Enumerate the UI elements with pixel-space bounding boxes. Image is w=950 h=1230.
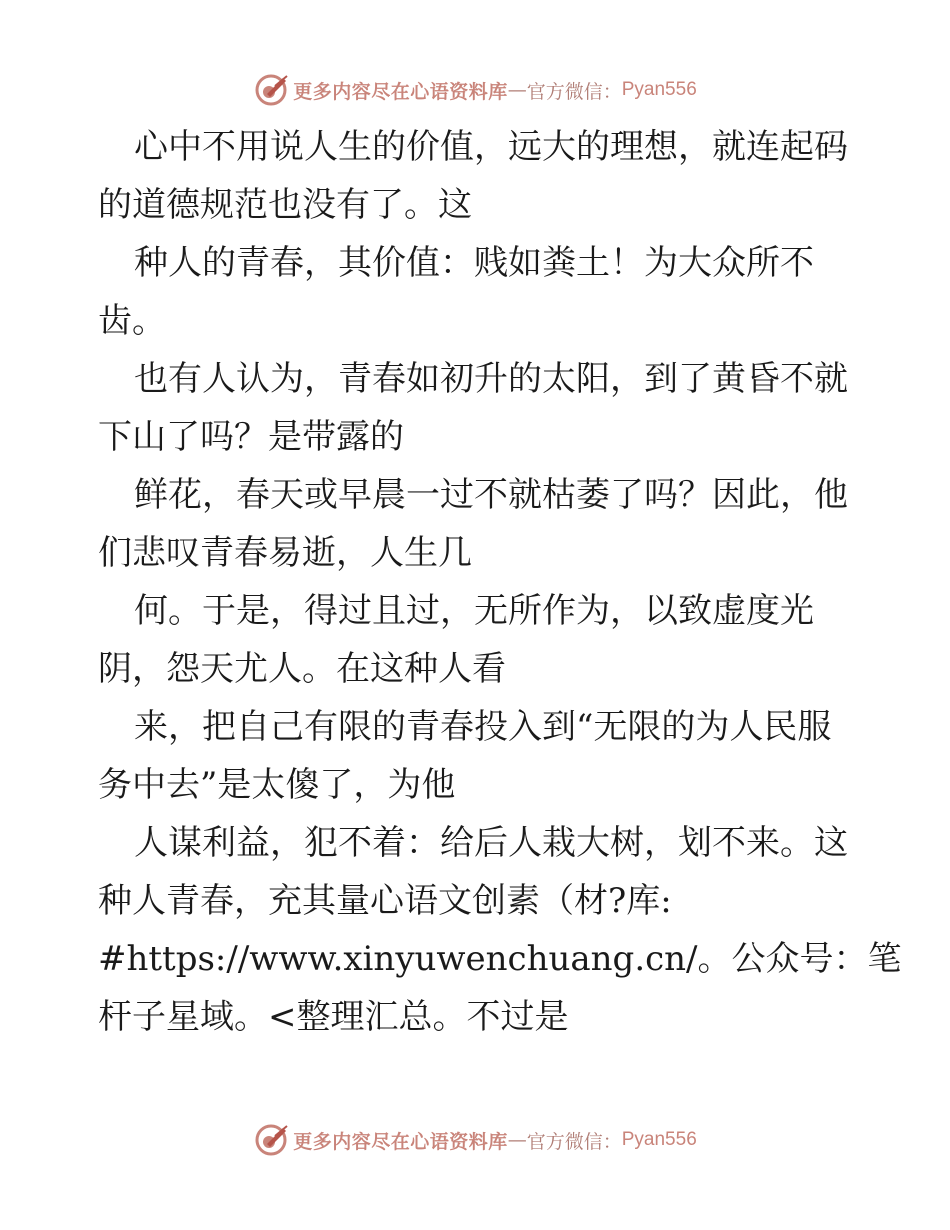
watermark-text: 更多内容尽在心语资料库 <box>293 80 508 103</box>
watermark-wechat-label: 官方微信： <box>526 80 622 103</box>
text-line: 鲜花，春天或早晨一过不就枯萎了吗？因此，他 <box>134 475 848 515</box>
text-line: 人谋利益，犯不着：给后人栽大树，划不来。这 <box>134 823 848 863</box>
watermark-text: 更多内容尽在心语资料库 <box>293 1130 508 1153</box>
text-line: 阴，怨天尤人。在这种人看 <box>98 649 506 689</box>
watermark-wechat-id: Pyan556 <box>621 79 697 100</box>
pen-logo-icon <box>253 1122 289 1158</box>
pen-logo-icon <box>253 72 289 108</box>
footer-watermark <box>0 1120 950 1160</box>
text-line: 何。于是，得过且过，无所作为，以致虚度光 <box>134 591 814 631</box>
text-line: 务中去”是太傻了，为他 <box>98 765 456 805</box>
watermark-wechat-id: Pyan556 <box>621 1129 697 1150</box>
text-line: 也有人认为，青春如初升的太阳，到了黄昏不就 <box>134 359 848 399</box>
text-line: 的道德规范也没有了。这 <box>98 185 472 225</box>
text-line: 种人的青春，其价值：贱如粪土！为大众所不 <box>134 243 814 283</box>
header-watermark <box>0 70 950 110</box>
text-line: 杆子星域。<整理汇总。不过是 <box>98 997 569 1037</box>
text-line: 心中不用说人生的价值，远大的理想，就连起码 <box>134 127 848 167</box>
watermark-dash: — <box>507 79 527 101</box>
watermark-wechat-label: 官方微信： <box>526 1130 622 1153</box>
text-line: 来，把自己有限的青春投入到“无限的为人民服 <box>134 707 832 747</box>
text-line: 种人青春，充其量心语文创素（材?库: <box>98 881 672 921</box>
text-line: #https://www.xinyuwenchuang.cn/。公众号：笔 <box>98 939 902 979</box>
text-line: 下山了吗？是带露的 <box>98 417 404 457</box>
text-line: 齿。 <box>98 301 166 341</box>
text-line: 们悲叹青春易逝，人生几 <box>98 533 472 573</box>
watermark-dash: — <box>507 1129 527 1151</box>
document-body <box>98 118 902 1046</box>
